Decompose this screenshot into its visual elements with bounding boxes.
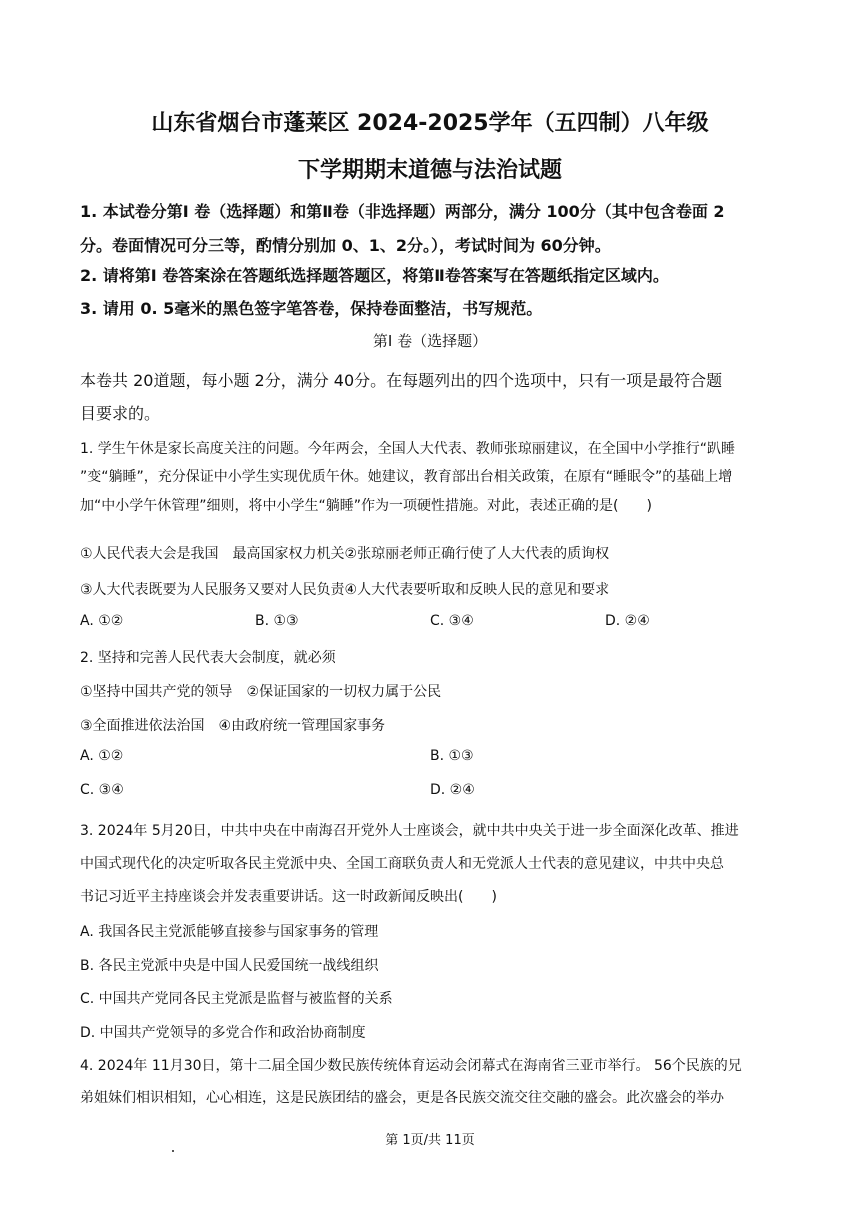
q1-stem-line-3: 加“中小学午休管理”细则，将中小学生“躺睡”作为一项硬性措施。对此，表述正确的是( )	[80, 498, 652, 514]
exam-title-line-2: 下学期期末道德与法治试题	[297, 158, 562, 183]
q3-stem-line-3: 书记习近平主持座谈会并发表重要讲话。这一时政新闻反映出( )	[80, 889, 497, 905]
q3-stem-line-1: 3. 2024年 5月20日，中共中央在中南海召开党外人士座谈会，就中共中央关于进一步全面深化改革、推进	[80, 823, 739, 839]
note-2: 2. 请将第Ⅰ 卷答案涂在答题纸选择题答题区，将第Ⅱ卷答案写在答题纸指定区域内。	[80, 266, 669, 285]
q3-option-d[interactable]: D. 中国共产党领导的多党合作和政治协商制度	[80, 1025, 366, 1041]
q1-item-line-1: ①人民代表大会是我国 最高国家权力机关②张琼丽老师正确行使了人大代表的质询权	[80, 546, 610, 562]
q2-option-d[interactable]: D. ②④	[430, 782, 475, 798]
q1-option-d[interactable]: D. ②④	[605, 613, 650, 629]
note-1-cont: 分。卷面情况可分三等，酌情分别加 0、1、2分。），考试时间为 60分钟。	[80, 236, 611, 255]
page-footer: 第 1页/共 11页	[385, 1133, 475, 1148]
q1-stem-line-1: 1. 学生午休是家长高度关注的问题。今年两会，全国人大代表、教师张琼丽建议，在全国中小学推行“趴睡	[80, 441, 736, 457]
exam-title-line-1: 山东省烟台市蓬莱区 2024-2025学年（五四制）八年级	[151, 111, 709, 136]
q2-item-line-1: ①坚持中国共产党的领导 ②保证国家的一切权力属于公民	[80, 684, 442, 700]
q4-stem-line-1: 4. 2024年 11月30日，第十二届全国少数民族传统体育运动会闭幕式在海南省三亚市举行。 56个民族的兄	[80, 1058, 742, 1074]
q3-option-c[interactable]: C. 中国共产党同各民主党派是监督与被监督的关系	[80, 991, 393, 1007]
q1-option-a[interactable]: A. ①②	[80, 613, 124, 629]
q3-stem-line-2: 中国式现代化的决定听取各民主党派中央、全国工商联负责人和无党派人士代表的意见建议，中共中央总	[80, 856, 724, 872]
section-title: 第Ⅰ 卷（选择题）	[372, 332, 488, 350]
q4-stem-line-2: 弟姐妹们相识相知，心心相连，这是民族团结的盛会，更是各民族交流交往交融的盛会。此次盛会的举办	[80, 1090, 724, 1106]
q2-option-c[interactable]: C. ③④	[80, 782, 124, 798]
q3-option-a[interactable]: A. 我国各民主党派能够直接参与国家事务的管理	[80, 924, 379, 940]
page-speck	[172, 1150, 174, 1152]
q1-option-b[interactable]: B. ①③	[255, 613, 299, 629]
q2-option-a[interactable]: A. ①②	[80, 748, 124, 764]
note-3: 3. 请用 0. 5毫米的黑色签字笔答卷，保持卷面整洁，书写规范。	[80, 299, 543, 318]
q1-option-c[interactable]: C. ③④	[430, 613, 474, 629]
q2-stem: 2. 坚持和完善人民代表大会制度，就必须	[80, 650, 336, 666]
q1-stem-line-2: ”变“躺睡”，充分保证中小学生实现优质午休。她建议，教育部出台相关政策，在原有“睡眠令”的基础上增	[80, 469, 733, 485]
section-intro-line-2: 目要求的。	[80, 404, 161, 423]
q2-option-b[interactable]: B. ①③	[430, 748, 474, 764]
q1-item-line-2: ③人大代表既要为人民服务又要对人民负责④人大代表要听取和反映人民的意见和要求	[80, 582, 610, 598]
section-intro-line-1: 本卷共 20道题，每小题 2分，满分 40分。在每题列出的四个选项中，只有一项是最符合题	[80, 371, 723, 390]
q2-item-line-2: ③全面推进依法治国 ④由政府统一管理国家事务	[80, 718, 386, 734]
q3-option-b[interactable]: B. 各民主党派中央是中国人民爱国统一战线组织	[80, 958, 379, 974]
note-1: 1. 本试卷分第Ⅰ 卷（选择题）和第Ⅱ卷（非选择题）两部分，满分 100分（其中包含卷面 2	[80, 202, 725, 221]
